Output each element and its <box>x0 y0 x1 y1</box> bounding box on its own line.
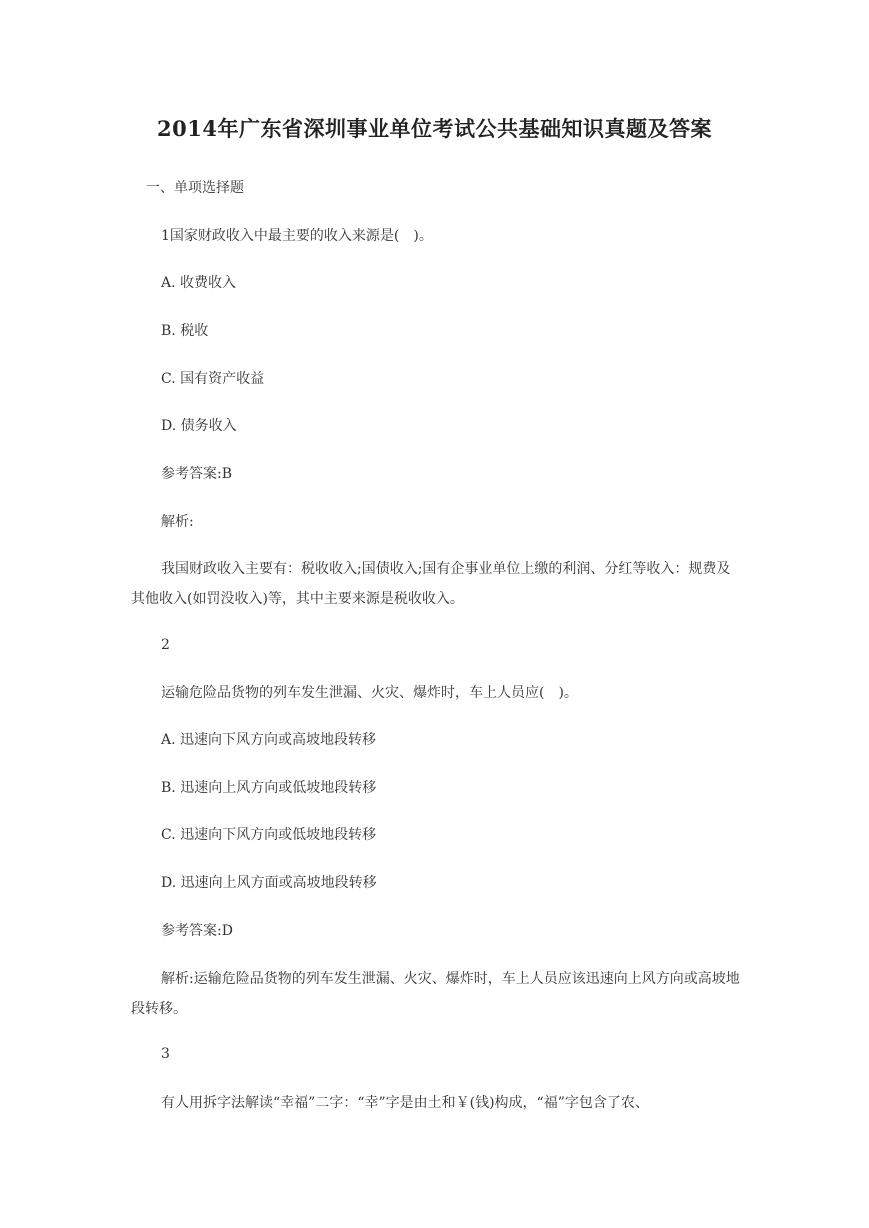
section-heading: 一、单项选择题 <box>146 180 244 196</box>
question-2-option-d: D. 迅速向上风方面或高坡地段转移 <box>161 875 377 891</box>
question-2-option-a: A. 迅速向下风方向或高坡地段转移 <box>161 732 377 748</box>
question-1-option-d: D. 债务收入 <box>161 418 237 434</box>
question-2-option-b: B. 迅速向上风方向或低坡地段转移 <box>161 780 377 796</box>
question-2-analysis-text: 解析:运输危险品货物的列车发生泄漏、火灾、爆炸时，车上人员应该迅速向上风方向或高坡地段转移。 <box>131 971 740 1017</box>
question-2-number: 2 <box>161 637 170 653</box>
question-2-stem: 运输危险品货物的列车发生泄漏、火灾、爆炸时，车上人员应( )。 <box>161 685 578 701</box>
question-2-answer: 参考答案:D <box>161 923 233 939</box>
question-3-stem: 有人用拆字法解读“幸福”二字：“幸”字是由土和￥(钱)构成，“福”字包含了农、 <box>161 1095 649 1111</box>
question-1-answer: 参考答案:B <box>161 466 233 482</box>
question-1-option-a: A. 收费收入 <box>161 275 237 291</box>
question-1-analysis-text: 我国财政收入主要有：税收收入;国债收入;国有企事业单位上缴的利润、分红等收入：规费及其他收入(如罚没收入)等，其中主要来源是税收收入。 <box>131 561 731 607</box>
question-3-number: 3 <box>161 1046 170 1062</box>
question-1-analysis-label: 解析: <box>161 514 194 530</box>
question-2-option-c: C. 迅速向下风方向或低坡地段转移 <box>161 827 377 843</box>
question-1-option-c: C. 国有资产收益 <box>161 371 265 387</box>
document-title: 2014年广东省深圳事业单位考试公共基础知识真题及答案 <box>157 116 712 141</box>
question-1-option-b: B. 税收 <box>161 323 209 339</box>
question-1-stem: 1国家财政收入中最主要的收入来源是( )。 <box>161 228 433 244</box>
